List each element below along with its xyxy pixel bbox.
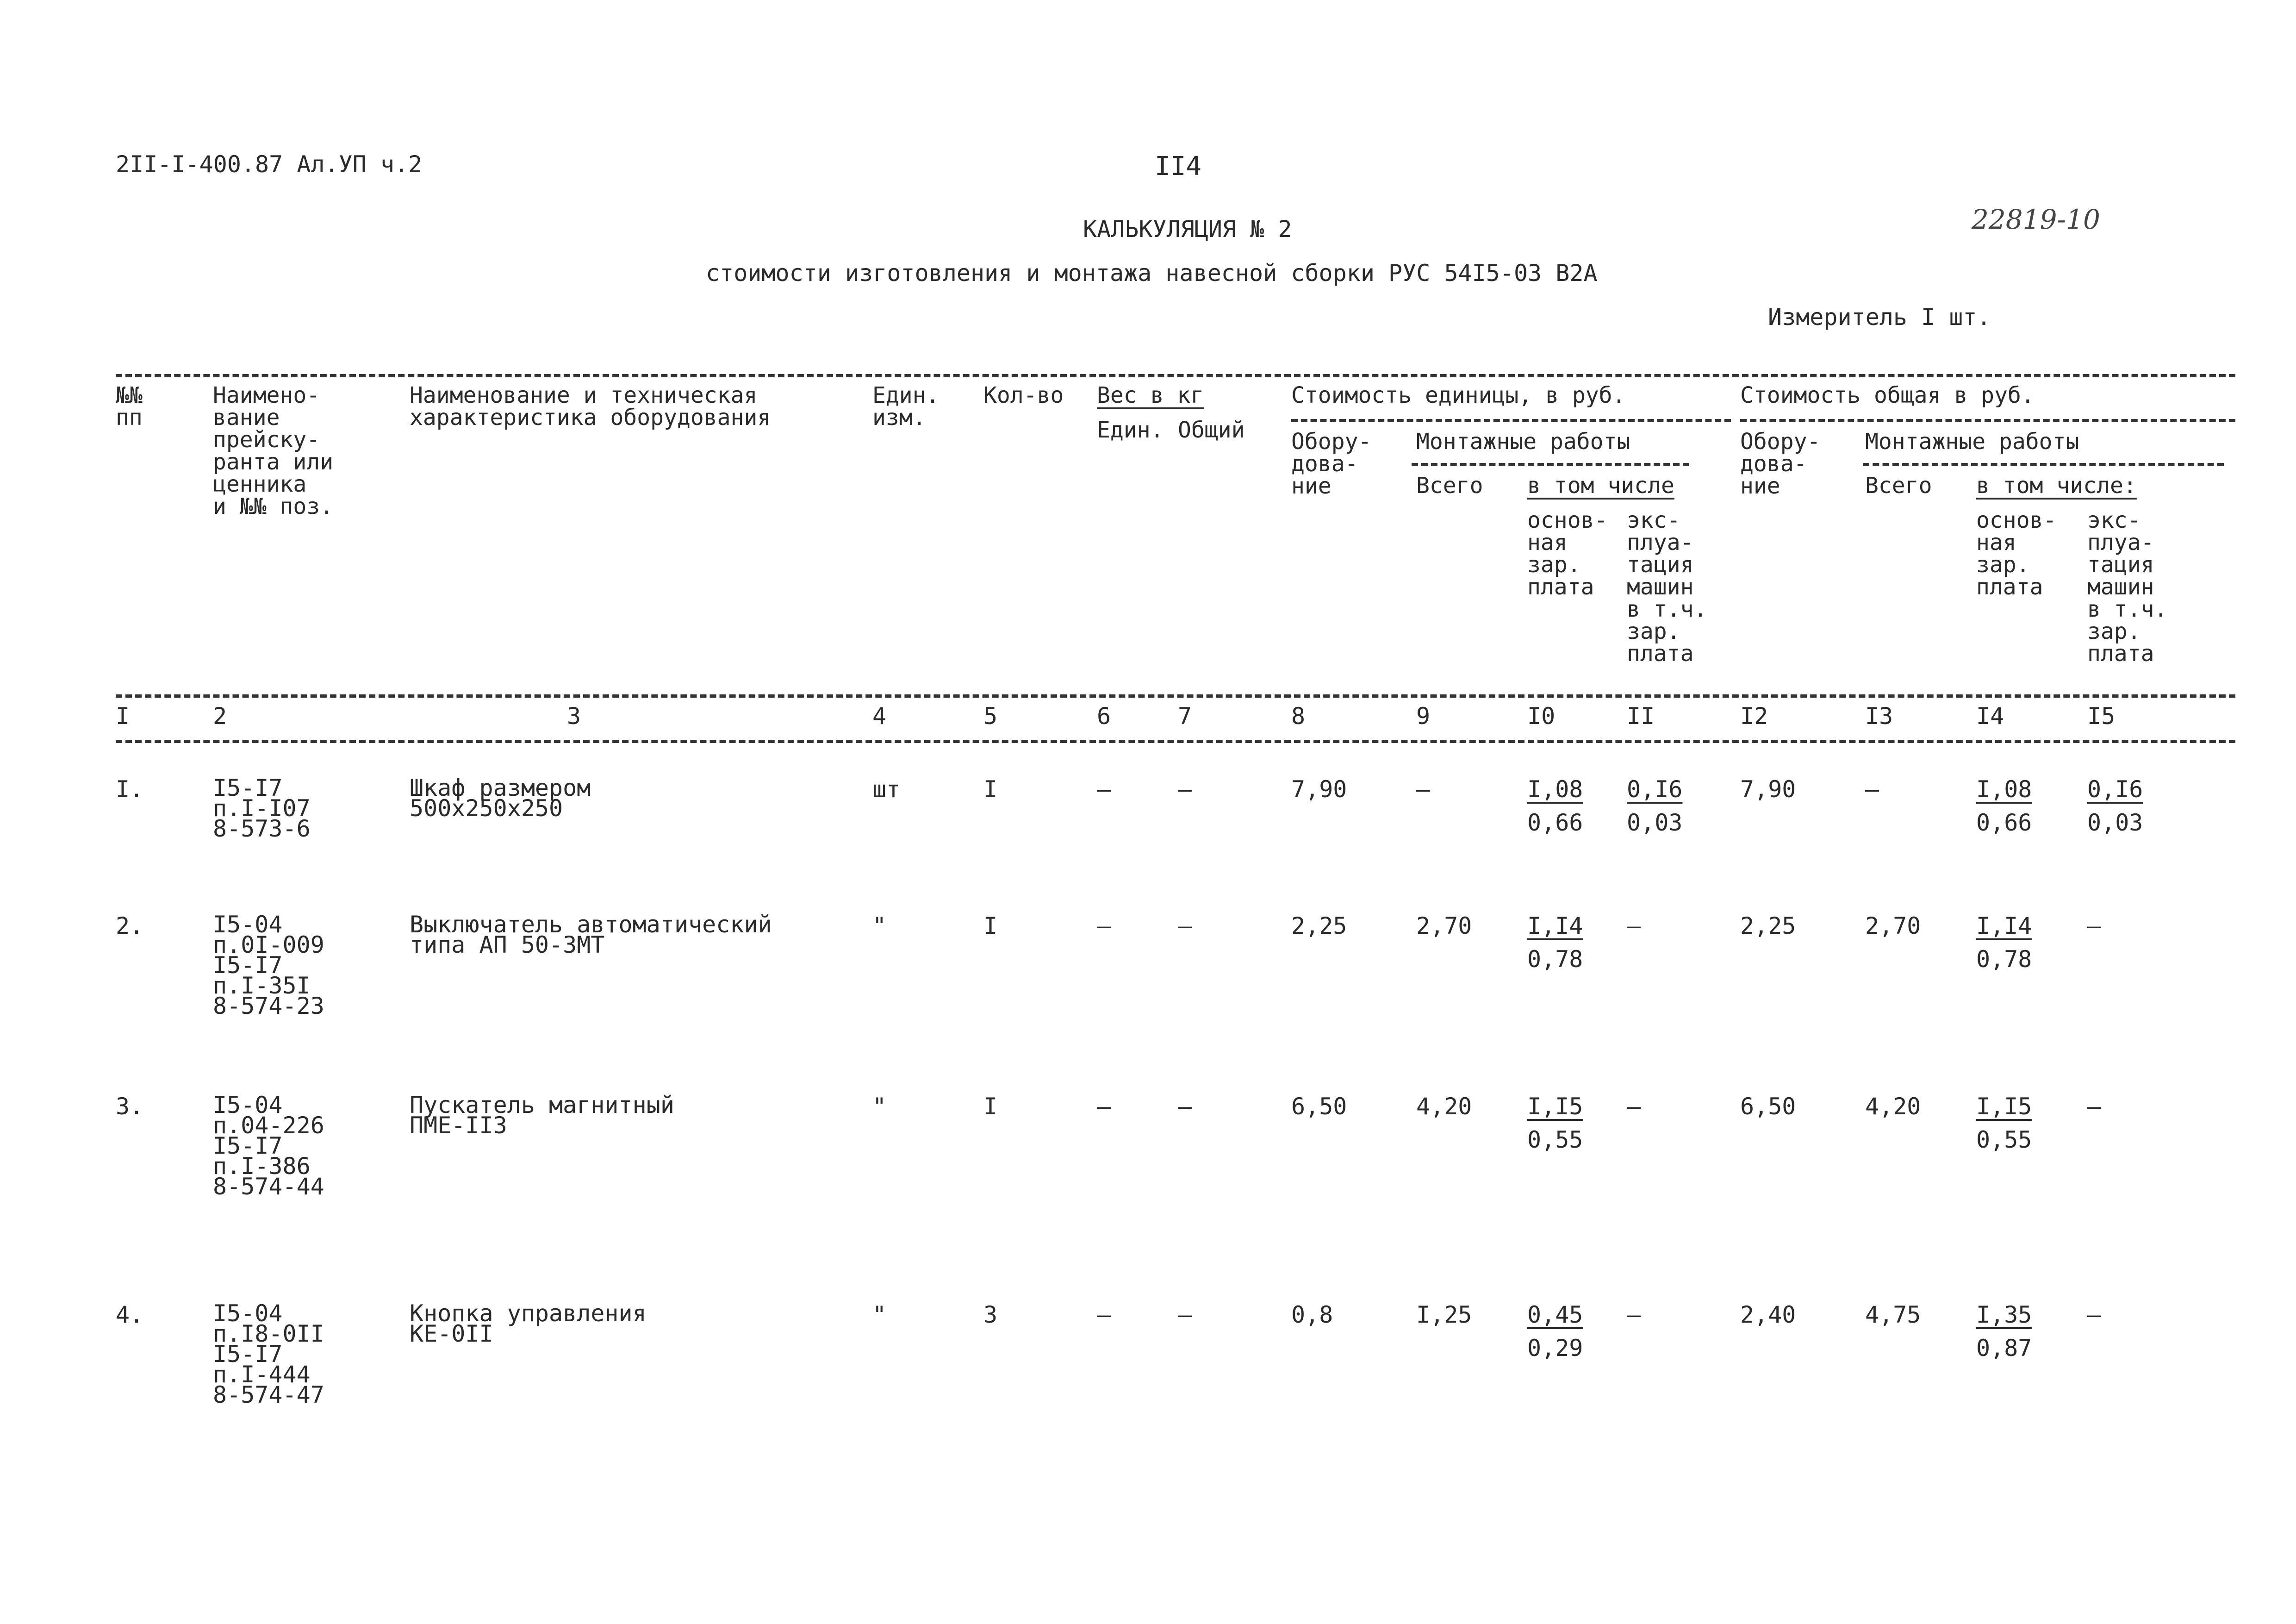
total-base-salary-salary-part: 0,78 <box>1976 946 2032 973</box>
header-unit-cost: Стоимость единицы, в руб. <box>1291 382 1626 408</box>
measure-unit: Измеритель I шт. <box>1768 304 1991 331</box>
total-machine-cost: – <box>2087 1301 2102 1328</box>
column-number-10: I0 <box>1527 703 1556 730</box>
header-total-base-salary: основ- ная зар. плата <box>1976 507 2057 600</box>
unit-base-salary: I,I5 <box>1527 1093 1583 1120</box>
unit-of-measure: шт <box>872 776 901 803</box>
weight-total: – <box>1178 776 1192 803</box>
document-title: КАЛЬКУЛЯЦИЯ № 2 <box>1083 216 1292 243</box>
unit-base-salary: 0,45 <box>1527 1301 1583 1328</box>
column-number-1: I <box>116 703 130 730</box>
total-machine-cost: – <box>2087 912 2102 939</box>
header-equipment-name: Наименование и техническая характеристика оборудования <box>410 382 771 431</box>
unit-equipment-cost: 0,8 <box>1291 1301 1333 1328</box>
header-number: №№ пп <box>116 382 143 431</box>
total-machine-cost: – <box>2087 1093 2102 1120</box>
column-number-5: 5 <box>983 703 998 730</box>
total-equipment-cost: 6,50 <box>1740 1093 1796 1120</box>
header-unit-equipment: Обору- дова- ние <box>1291 429 1372 499</box>
equipment-name: Шкаф размером 500х250х250 <box>410 775 591 822</box>
price-list-ref: I5-04 п.0I-009 I5-I7 п.I-35I 8-574-23 <box>213 911 324 1019</box>
total-mounting-total: – <box>1865 776 1879 803</box>
column-number-2: 2 <box>213 703 227 730</box>
total-base-salary-salary-part: 0,55 <box>1976 1126 2032 1153</box>
column-number-8: 8 <box>1291 703 1306 730</box>
total-base-salary-salary-part: 0,87 <box>1976 1335 2032 1362</box>
header-quantity: Кол-во <box>983 382 1064 408</box>
weight-total: – <box>1178 1301 1192 1328</box>
row-number: 4. <box>116 1301 144 1328</box>
unit-machine-cost: – <box>1627 1093 1641 1120</box>
column-number-9: 9 <box>1416 703 1431 730</box>
column-number-3: 3 <box>567 703 581 730</box>
page-number: II4 <box>1155 151 1202 181</box>
unit-mounting-total: I,25 <box>1416 1301 1472 1328</box>
column-number-13: I3 <box>1865 703 1893 730</box>
header-weight-unit: Един. <box>1097 417 1164 443</box>
unit-cost-rule <box>1291 419 1731 422</box>
header-total-including: в том числе: <box>1976 473 2137 499</box>
quantity: I <box>983 776 998 803</box>
total-equipment-cost: 7,90 <box>1740 776 1796 803</box>
unit-mounting-total: 2,70 <box>1416 912 1472 939</box>
header-total-machines: экс- плуа- тация машин в т.ч. зар. плата <box>2087 507 2168 667</box>
header-unit-base-salary: основ- ная зар. плата <box>1527 507 1608 600</box>
header-unit-including: в том числе <box>1527 473 1674 499</box>
header-total-mounting: Монтажные работы <box>1865 429 2079 455</box>
column-numbers-rule <box>116 740 2235 743</box>
equipment-name: Кнопка управления КЕ-0II <box>410 1300 647 1347</box>
total-base-salary-salary-part: 0,66 <box>1976 809 2032 836</box>
table-top-rule <box>116 374 2235 377</box>
total-equipment-cost: 2,25 <box>1740 912 1796 939</box>
header-weight: Вес в кг <box>1097 382 1204 408</box>
total-base-salary: I,35 <box>1976 1301 2032 1328</box>
weight-total: – <box>1178 1093 1192 1120</box>
price-list-ref: I5-I7 п.I-I07 8-573-6 <box>213 775 311 842</box>
total-base-salary: I,I4 <box>1976 912 2032 939</box>
unit-of-measure: " <box>872 1301 887 1328</box>
column-number-15: I5 <box>2087 703 2116 730</box>
unit-equipment-cost: 6,50 <box>1291 1093 1347 1120</box>
unit-of-measure: " <box>872 1093 887 1120</box>
unit-mounting-rule <box>1412 463 1689 466</box>
unit-equipment-cost: 7,90 <box>1291 776 1347 803</box>
total-mounting-total: 4,20 <box>1865 1093 1921 1120</box>
weight-unit: – <box>1097 912 1111 939</box>
unit-base-salary-salary-part: 0,29 <box>1527 1335 1583 1362</box>
weight-total: – <box>1178 912 1192 939</box>
document-subtitle: стоимости изготовления и монтажа навесной сборки РУС 54I5-03 В2А <box>706 260 1598 287</box>
column-number-7: 7 <box>1178 703 1192 730</box>
row-number: 2. <box>116 912 144 939</box>
unit-base-salary: I,I4 <box>1527 912 1583 939</box>
column-number-12: I2 <box>1740 703 1768 730</box>
unit-base-salary-salary-part: 0,55 <box>1527 1126 1583 1153</box>
total-machine-cost: 0,I6 <box>2087 776 2143 803</box>
quantity: I <box>983 912 998 939</box>
row-number: 3. <box>116 1093 144 1120</box>
header-unit: Един. изм. <box>872 382 940 431</box>
weight-unit: – <box>1097 776 1111 803</box>
header-unit-mounting: Монтажные работы <box>1416 429 1630 455</box>
unit-base-salary-salary-part: 0,66 <box>1527 809 1583 836</box>
header-bottom-rule <box>116 694 2235 698</box>
header-total-cost: Стоимость общая в руб. <box>1740 382 2035 408</box>
price-list-ref: I5-04 п.I8-0II I5-I7 п.I-444 8-574-47 <box>213 1300 324 1408</box>
unit-machine-cost: – <box>1627 912 1641 939</box>
unit-mounting-total: 4,20 <box>1416 1093 1472 1120</box>
total-base-salary: I,I5 <box>1976 1093 2032 1120</box>
handwritten-number: 22819-10 <box>1972 204 2100 235</box>
equipment-name: Выключатель автоматический типа АП 50-3МТ <box>410 911 772 958</box>
header-weight-total: Общий <box>1178 417 1245 443</box>
row-number: I. <box>116 776 144 803</box>
quantity: 3 <box>983 1301 998 1328</box>
unit-equipment-cost: 2,25 <box>1291 912 1347 939</box>
total-base-salary: I,08 <box>1976 776 2032 803</box>
document-code: 2II-I-400.87 Ал.УП ч.2 <box>116 151 423 178</box>
unit-of-measure: " <box>872 912 887 939</box>
header-price-list: Наимено- вание прейску- ранта или ценника и №№ поз. <box>213 382 334 519</box>
weight-unit: – <box>1097 1301 1111 1328</box>
unit-machine-cost: 0,I6 <box>1627 776 1683 803</box>
total-mounting-total: 2,70 <box>1865 912 1921 939</box>
total-machine-cost-salary-part: 0,03 <box>2087 809 2143 836</box>
header-unit-machines: экс- плуа- тация машин в т.ч. зар. плата <box>1627 507 1707 667</box>
unit-mounting-total: – <box>1416 776 1431 803</box>
total-mounting-rule <box>1863 463 2224 466</box>
equipment-name: Пускатель магнитный ПМЕ-II3 <box>410 1092 674 1139</box>
column-number-4: 4 <box>872 703 887 730</box>
total-equipment-cost: 2,40 <box>1740 1301 1796 1328</box>
header-total-all: Всего <box>1865 473 1932 499</box>
weight-unit: – <box>1097 1093 1111 1120</box>
price-list-ref: I5-04 п.04-226 I5-I7 п.I-386 8-574-44 <box>213 1092 324 1200</box>
header-total-equipment: Обору- дова- ние <box>1740 429 1821 499</box>
quantity: I <box>983 1093 998 1120</box>
unit-base-salary: I,08 <box>1527 776 1583 803</box>
column-number-11: II <box>1627 703 1655 730</box>
total-cost-rule <box>1740 419 2235 422</box>
unit-machine-cost-salary-part: 0,03 <box>1627 809 1683 836</box>
unit-base-salary-salary-part: 0,78 <box>1527 946 1583 973</box>
header-unit-all: Всего <box>1416 473 1483 499</box>
column-number-14: I4 <box>1976 703 2004 730</box>
total-mounting-total: 4,75 <box>1865 1301 1921 1328</box>
column-number-6: 6 <box>1097 703 1111 730</box>
unit-machine-cost: – <box>1627 1301 1641 1328</box>
